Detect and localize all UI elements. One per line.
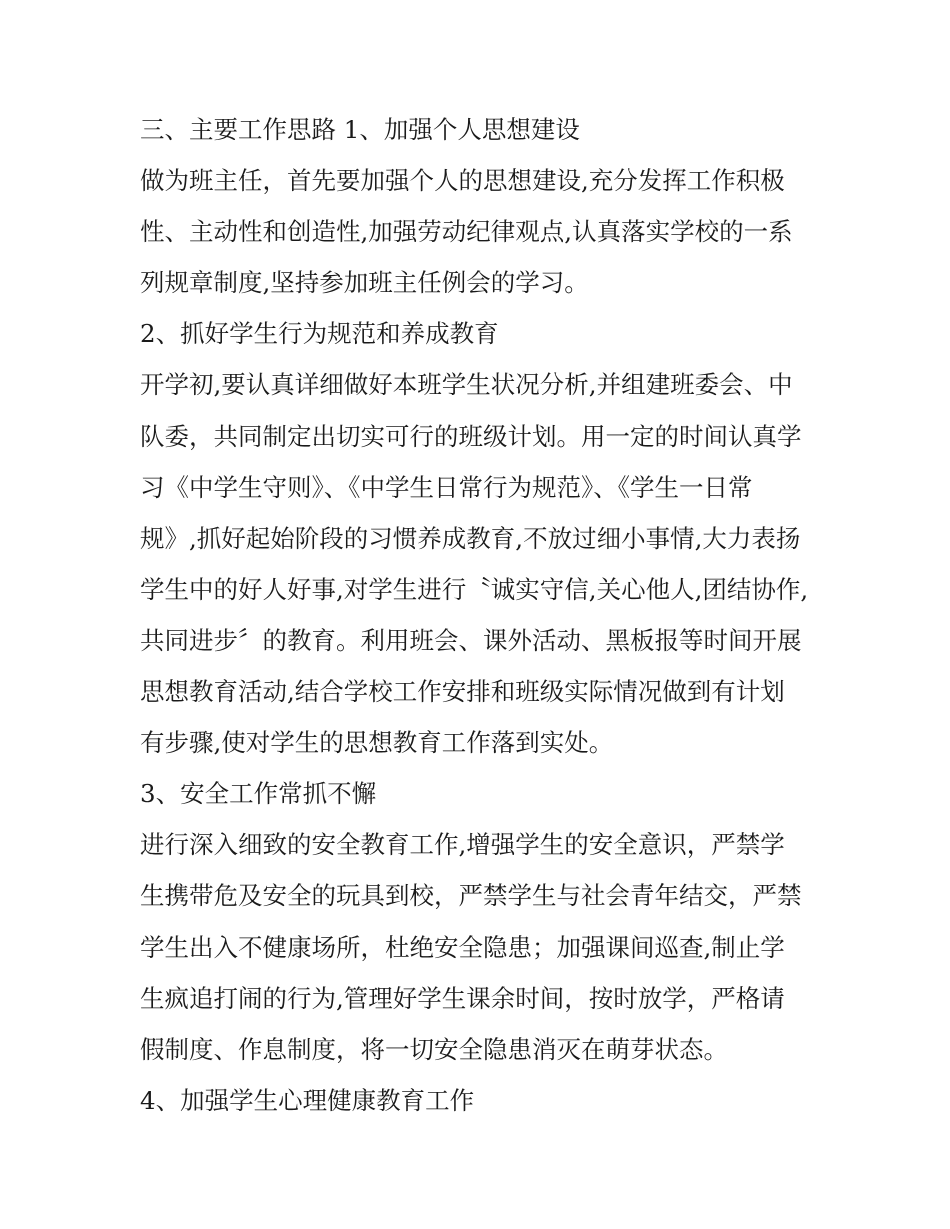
paragraph-line: 假制度、作息制度，将一切安全隐患消灭在萌芽状态。 bbox=[140, 1034, 728, 1064]
paragraph-line: 生疯追打闹的行为,管理好学生课余时间，按时放学，严格请 bbox=[140, 983, 785, 1013]
paragraph-line: 共同进步〞的教育。利用班会、课外活动、黑板报等时间开展 bbox=[140, 625, 802, 655]
section-heading-mental-health: 4、加强学生心理健康教育工作 bbox=[140, 1085, 475, 1115]
section-heading-behavior-education: 2、抓好学生行为规范和养成教育 bbox=[140, 319, 499, 349]
paragraph-line: 做为班主任，首先要加强个人的思想建设,充分发挥工作积极 bbox=[140, 166, 785, 196]
paragraph-line: 规》,抓好起始阶段的习惯养成教育,不放过细小事情,大力表扬 bbox=[140, 523, 801, 553]
section-heading-safety-work: 3、安全工作常抓不懈 bbox=[140, 779, 377, 809]
paragraph-line: 进行深入细致的安全教育工作,增强学生的安全意识，严禁学 bbox=[140, 830, 785, 860]
paragraph-line: 习《中学生守则》、《中学生日常行为规范》、《学生一日常 bbox=[140, 472, 753, 502]
paragraph-line: 队委，共同制定出切实可行的班级计划。用一定的时间认真学 bbox=[140, 421, 802, 451]
paragraph-line: 学生中的好人好事,对学生进行〝诚实守信,关心他人,团结协作, bbox=[140, 574, 809, 604]
paragraph-line: 学生出入不健康场所，杜绝安全隐患；加强课间巡查,制止学 bbox=[140, 932, 785, 962]
paragraph-line: 性、主动性和创造性,加强劳动纪律观点,认真落实学校的一系 bbox=[140, 217, 793, 247]
paragraph-line: 生携带危及安全的玩具到校，严禁学生与社会青年结交，严禁 bbox=[140, 881, 802, 911]
paragraph-line: 思想教育活动,结合学校工作安排和班级实际情况做到有计划 bbox=[140, 677, 785, 707]
document-body bbox=[140, 104, 820, 1126]
paragraph-line: 有步骤,使对学生的思想教育工作落到实处。 bbox=[140, 728, 614, 758]
paragraph-line: 列规章制度,坚持参加班主任例会的学习。 bbox=[140, 268, 589, 298]
paragraph-line: 开学初,要认真详细做好本班学生状况分析,并组建班委会、中 bbox=[140, 370, 793, 400]
section-heading-main-ideas: 三、主要工作思路 1、加强个人思想建设 bbox=[140, 115, 580, 144]
